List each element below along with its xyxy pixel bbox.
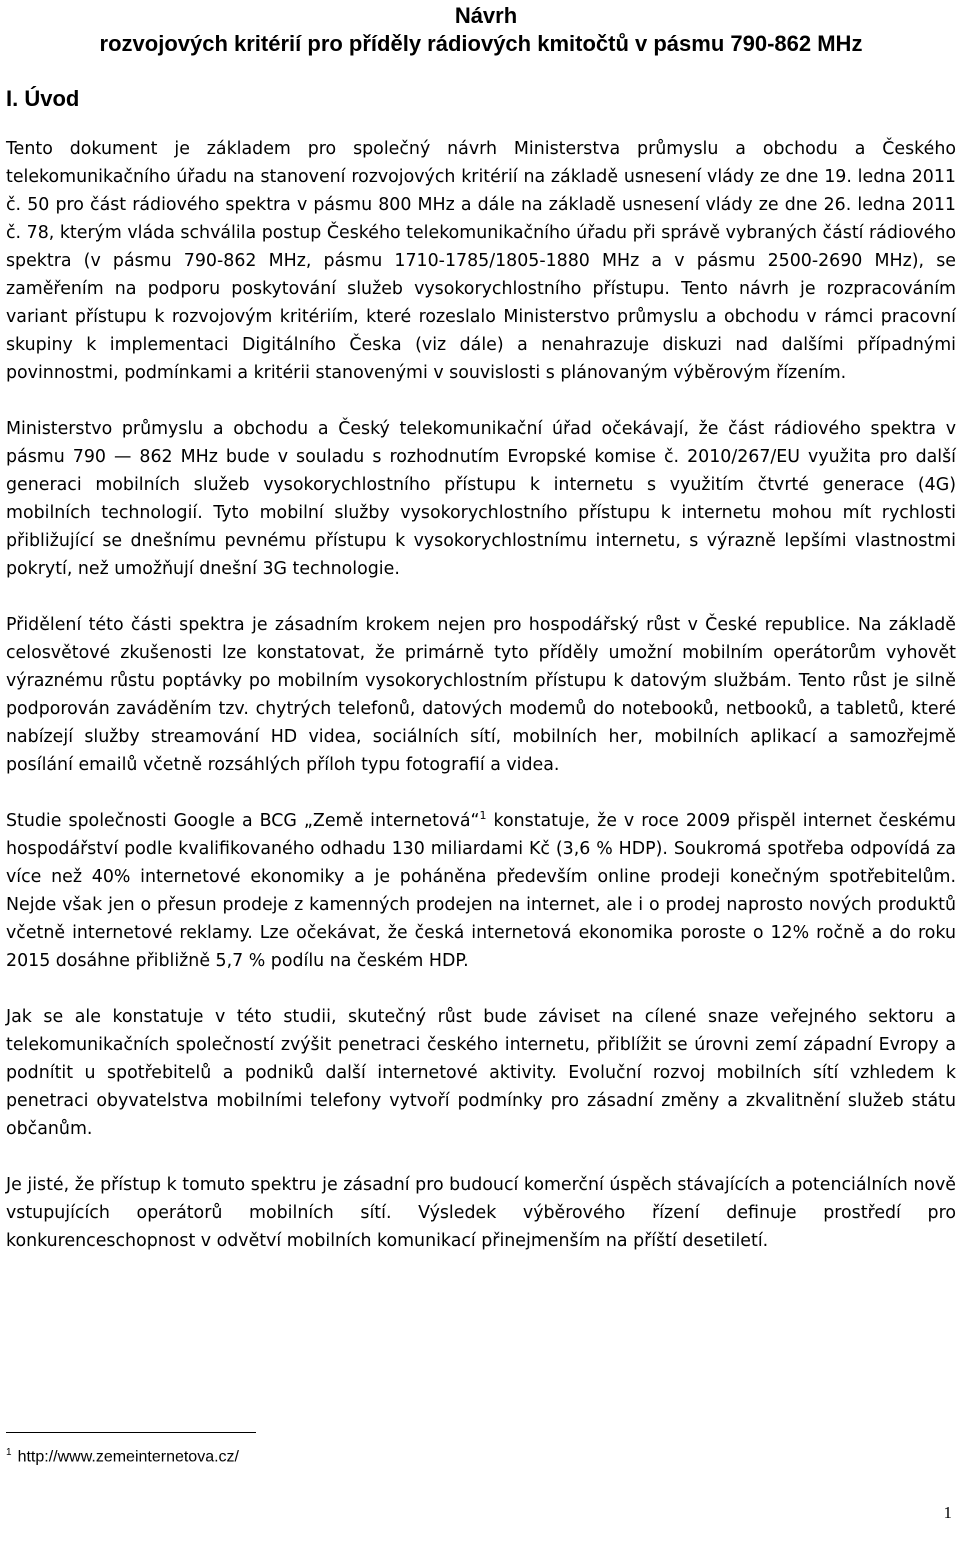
paragraph-4-start: Studie společnosti Google a BCG „Země internetová“ <box>6 811 480 831</box>
body-text <box>6 135 956 1283</box>
paragraph-2: Ministerstvo průmyslu a obchodu a Český telekomunikační úřad očekávají, že část rádiového spektra v pásmu 790 — 862 MHz bude v souladu s rozhodnutím Evropské komise č. 2010/267/EU využita pro další generaci mobilních služeb vysokorychlostního přístupu k internetu s využitím čtvrté generace (4G) mobilních technologií. Tyto mobilní služby vysokorychlostního přístupu k internetu mohou mít rychlosti přibližující se dnešnímu pevnému přístupu k vysokorychlostnímu internetu, s výrazně lepšími vlastnostmi pokrytí, než umožňují dnešní 3G technologie. <box>6 419 956 579</box>
footnote-divider <box>6 1432 256 1433</box>
title-line-1: Návrh <box>454 3 518 28</box>
paragraph-6: Je jisté, že přístup k tomuto spektru je zásadní pro budoucí komerční úspěch stávajících a potenciálních nově vstupujících operátorů mobilních sítí. Výsledek výběrového řízení definuje prostředí pro konkurenceschopnost v odvětví mobilních komunikací přinejmenším na příští desetiletí. <box>6 1175 956 1251</box>
section-heading: I. Úvod <box>6 86 80 111</box>
paragraph-4 <box>6 807 956 975</box>
paragraph-5: Jak se ale konstatuje v této studii, skutečný růst bude záviset na cílené snaze veřejného sektoru a telekomunikačních společností zvýšit penetraci českého internetu, přiblížit se úrovni zemí západní Evropy a podnítit u spotřebitelů a podniků další internetové aktivity. Evoluční rozvoj mobilních sítí vzhledem k penetraci obyvatelstva mobilními telefony vytvoří podmínky pro zásadní změny a zkvalitnění služeb státu občanům. <box>6 1007 956 1139</box>
footnote-link[interactable]: http://www.zemeinternetova.cz/ <box>17 1448 239 1466</box>
title-line-2: rozvojových kritérií pro příděly rádiových kmitočtů v pásmu 790-862 MHz <box>99 31 863 56</box>
page-number: 1 <box>943 1503 952 1522</box>
paragraph-4-rest: konstatuje, že v roce 2009 přispěl internet českému hospodářství podle kvalifikovaného odhadu 130 miliardami Kč (3,6 % HDP). Soukromá spotřeba odpovídá za více než 40% internetové ekonomiky a je poháněna především online prodeji konečným spotřebitelům. Nejde však jen o přesun prodeje z kamenných prodejen na internet, ale i o prodej naprosto nových produktů včetně internetové reklamy. Lze očekávat, že česká internetová ekonomika poroste o 12% ročně a do roku 2015 dosáhne přibližně 5,7 % podílu na českém HDP. <box>6 811 956 971</box>
footnote <box>6 1443 239 1467</box>
paragraph-3: Přidělení této části spektra je zásadním krokem nejen pro hospodářský růst v České republice. Na základě celosvětové zkušenosti lze konstatovat, že primárně tyto příděly umožní mobilním operátorům vyhovět výraznému růstu poptávky po mobilním vysokorychlostním přístupu k datovým službám. Tento růst je silně podporován zaváděním tzv. chytrých telefonů, datových modemů do notebooků, netbooků, a tabletů, které nabízejí služby streamování HD videa, sociálních sítí, mobilních her, mobilních aplikací a samozřejmě posílání emailů včetně rozsáhlých příloh typu fotografií a videa. <box>6 615 956 775</box>
paragraph-1: Tento dokument je základem pro společný návrh Ministerstva průmyslu a obchodu a Českého telekomunikačního úřadu na stanovení rozvojových kritérií na základě usnesení vlády ze dne 19. ledna 2011 č. 50 pro část rádiového spektra v pásmu 800 MHz a dále na základě usnesení vlády ze dne 26. ledna 2011 č. 78, kterým vláda schválila postup Českého telekomunikačního úřadu při správě vybraných částí rádiového spektra (v pásmu 790-862 MHz, pásmu 1710-1785/1805-1880 MHz a v pásmu 2500-2690 MHz), se zaměřením na podporu poskytování služeb vysokorychlostního přístupu. Tento návrh je rozpracováním variant přístupu k rozvojovým kritériím, které rozeslalo Ministerstvo průmyslu a obchodu v rámci pracovní skupiny k implementaci Digitálního Česka (viz dále) a nenahrazuje diskuzi nad dalšími případnými povinnostmi, podmínkami a kritérii stanovenými v souvislosti s plánovaným výběrovým řízením. <box>6 139 956 383</box>
footnote-reference[interactable]: 1 <box>479 809 487 823</box>
document-title <box>6 2 956 58</box>
footnote-number: 1 <box>6 1447 12 1458</box>
